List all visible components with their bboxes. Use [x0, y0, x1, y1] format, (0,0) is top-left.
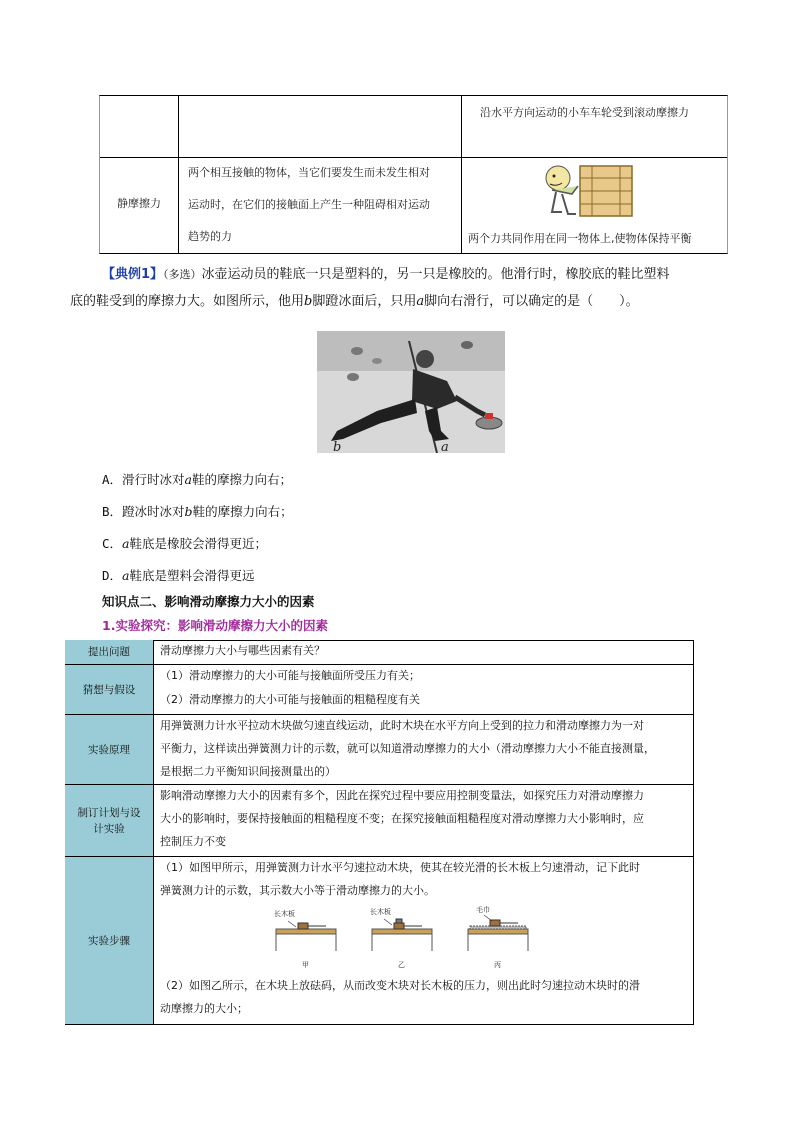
- row-header: 提出问题: [65, 640, 154, 664]
- experiment-row: [65, 856, 694, 1024]
- table-divider: [178, 96, 179, 253]
- experiment-row: [65, 714, 694, 784]
- fig-caption: 甲: [302, 961, 309, 969]
- rolling-friction-note: 沿水平方向运动的小车车轮受到滚动摩擦力: [480, 106, 689, 119]
- example-text: 冰壶运动员的鞋底一只是塑料的，另一只是橡胶的。他滑行时，橡胶底的鞋比塑料: [201, 267, 670, 282]
- photo-label-a: a: [441, 440, 449, 453]
- option-a: A．滑行时冰对a鞋的摩擦力向右；: [102, 472, 293, 487]
- row-text: 用弹簧测力计水平拉动木块做匀速直线运动，此时木块在水平方向上受到的拉力和滑动摩擦力为一对: [160, 719, 644, 732]
- boy-pushing-crate-illustration: [532, 160, 642, 220]
- option-c: C．a鞋底是橡胶会滑得更近；: [102, 536, 267, 551]
- experiment-setup-figure: [270, 905, 530, 969]
- experiment-row: [65, 784, 694, 856]
- experiment-row: [65, 640, 694, 664]
- row-header: 实验步骤: [65, 857, 154, 1024]
- example-type: （多选）: [163, 268, 202, 281]
- static-friction-note: 两个力共同作用在同一物体上,使物体保持平衡: [468, 232, 692, 245]
- row-text: （2）滑动摩擦力的大小可能与接触面的粗糙程度有关: [160, 693, 420, 706]
- fig-label: 长木板: [370, 908, 391, 916]
- section-title: 知识点二、影响滑动摩擦力大小的因素: [102, 594, 315, 609]
- section-subtitle: 1.实验探究：影响滑动摩擦力大小的因素: [102, 618, 328, 633]
- fig-caption: 乙: [398, 961, 405, 969]
- example-tag: 【典例1】: [102, 267, 164, 282]
- curling-athlete-photo: [317, 331, 505, 453]
- row-header: 实验原理: [65, 715, 154, 784]
- row-text: 是根据二力平衡知识间接测量出的）: [160, 765, 336, 778]
- experiment-row: [65, 664, 694, 714]
- fig-caption: 丙: [494, 961, 501, 969]
- row-text: 大小的影响时，要保持接触面的粗糙程度不变；在探究接触面粗糙程度对滑动摩擦力大小影响时，应: [160, 812, 644, 825]
- row-text: 弹簧测力计的示数，其示数大小等于滑动摩擦力的大小。: [160, 884, 435, 897]
- static-friction-label: 静摩擦力: [117, 197, 161, 210]
- row-text: （1）滑动摩擦力的大小可能与接触面所受压力有关；: [160, 669, 420, 682]
- option-b: B．蹬冰时冰对b鞋的摩擦力向右；: [102, 504, 293, 519]
- row-text: 动摩擦力的大小；: [160, 1002, 248, 1015]
- example-line-2: [70, 290, 730, 314]
- row-text: 控制压力不变: [160, 835, 226, 848]
- photo-label-b: b: [333, 440, 342, 453]
- friction-table: [99, 95, 728, 254]
- foot-letter-a: a: [416, 294, 425, 309]
- example-text: 脚蹬冰面后，只用: [312, 294, 417, 309]
- option-d: D．a鞋底是塑料会滑得更远: [102, 568, 255, 583]
- fig-label: 长木板: [274, 910, 295, 918]
- row-header: 制订计划与设计实验: [65, 785, 154, 856]
- example-line-1: [102, 263, 742, 287]
- row-text: （1）如图甲所示，用弹簧测力计水平匀速拉动木块，使其在较光滑的长木板上匀速滑动，记下此时: [160, 861, 640, 874]
- static-definition-line: 趋势的力: [188, 230, 232, 243]
- row-header: 猜想与假设: [65, 665, 154, 714]
- fig-label: 毛巾: [476, 906, 490, 914]
- example-text: 底的鞋受到的摩擦力大。如图所示，他用: [70, 294, 305, 309]
- example-text: 脚向右滑行，可以确定的是（ ）。: [424, 294, 639, 309]
- row-text: 影响滑动摩擦力大小的因素有多个，因此在探究过程中要应用控制变量法，如探究压力对滑动摩擦力: [160, 789, 644, 802]
- row-text: 滑动摩擦力大小与哪些因素有关？: [160, 644, 325, 657]
- row-text: （2）如图乙所示，在木块上放砝码，从而改变木块对长木板的压力，则出此时匀速拉动木块时的滑: [160, 979, 640, 992]
- foot-letter-b: b: [304, 294, 313, 309]
- table-divider: [100, 157, 727, 158]
- static-definition-line: 两个相互接触的物体，当它们要发生而未发生相对: [188, 166, 430, 179]
- static-definition-line: 运动时，在它们的接触面上产生一种阻碍相对运动: [188, 198, 430, 211]
- table-divider: [461, 96, 462, 253]
- row-text: 平衡力，这样读出弹簧测力计的示数，就可以知道滑动摩擦力的大小（滑动摩擦力大小不能直接测量，: [160, 742, 655, 755]
